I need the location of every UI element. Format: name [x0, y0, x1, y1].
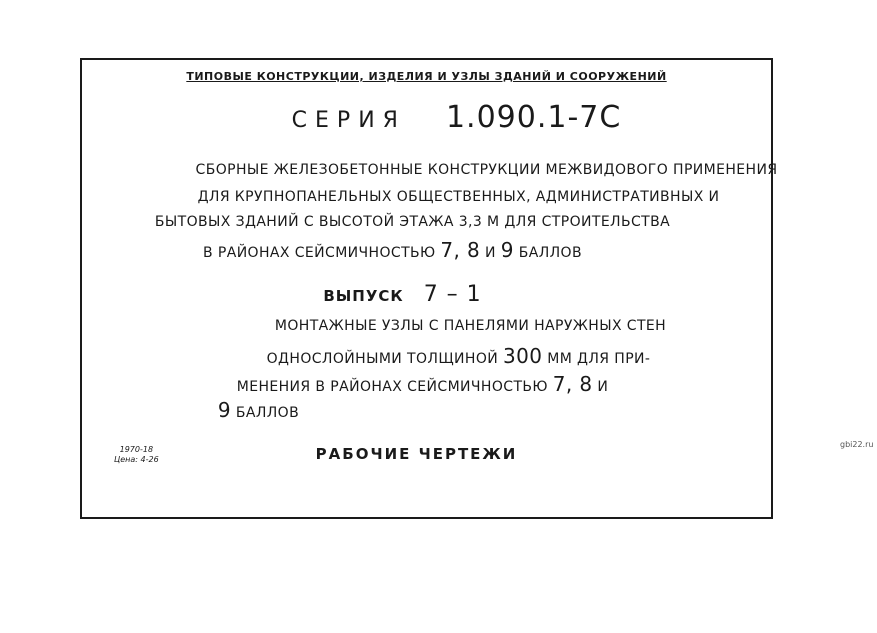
- montage-line-2-post: ММ ДЛЯ ПРИ-: [542, 351, 651, 367]
- montage-line-2-pre: ОДНОСЛОЙНЫМИ ТОЛЩИНОЙ: [266, 351, 503, 367]
- description-line-4-and: И: [480, 245, 501, 261]
- series-label: СЕРИЯ: [291, 108, 406, 133]
- price-stamp: [114, 445, 159, 465]
- series-number: 1.090.1-7С: [445, 100, 622, 135]
- montage-line-3: [0, 372, 861, 396]
- price-value: Цена: 4-26: [114, 455, 159, 464]
- montage-line-3-pre: МЕНЕНИЯ В РАЙОНАХ СЕЙСМИЧНОСТЬЮ: [236, 379, 553, 395]
- description-line-1: СБОРНЫЕ ЖЕЛЕЗОБЕТОННЫЕ КОНСТРУКЦИИ МЕЖВИДОВОГО ПРИМЕНЕНИЯ: [195, 162, 778, 178]
- description-line-4: [0, 238, 831, 262]
- source-watermark: gbi22.ru: [840, 440, 874, 449]
- description-line-3: БЫТОВЫХ ЗДАНИЙ С ВЫСОТОЙ ЭТАЖА 3,3 М ДЛЯ СТРОИТЕЛЬСТВА: [154, 214, 671, 230]
- working-drawings-title: РАБОЧИЕ ЧЕРТЕЖИ: [315, 445, 518, 463]
- montage-line-1: МОНТАЖНЫЕ УЗЛЫ С ПАНЕЛЯМИ НАРУЖНЫХ СТЕН: [274, 318, 667, 334]
- description-line-2: ДЛЯ КРУПНОПАНЕЛЬНЫХ ОБЩЕСТВЕННЫХ, АДМИНИСТРАТИВНЫХ И: [197, 189, 720, 205]
- montage-line-4: [0, 398, 697, 422]
- description-line-4-pre: В РАЙОНАХ СЕЙСМИЧНОСТЬЮ: [203, 245, 441, 261]
- issue-number: 7 – 1: [423, 282, 482, 307]
- header-title: ТИПОВЫЕ КОНСТРУКЦИИ, ИЗДЕЛИЯ И УЗЛЫ ЗДАНИЙ И СООРУЖЕНИЙ: [186, 70, 667, 83]
- seismic-value-nine: 9: [500, 238, 514, 262]
- issue-label: ВЫПУСК: [323, 287, 404, 305]
- montage-seismic-values: 7, 8: [552, 372, 593, 396]
- description-line-4-post: БАЛЛОВ: [513, 245, 582, 261]
- wall-thickness: 300: [502, 344, 543, 368]
- series-title: [110, 100, 803, 135]
- issue-title: [0, 282, 841, 307]
- price-code: 1970-18: [119, 445, 154, 454]
- montage-seismic-nine: 9: [217, 398, 231, 422]
- seismic-values: 7, 8: [440, 238, 481, 262]
- montage-line-2: [20, 344, 877, 368]
- montage-line-3-post: И: [592, 379, 609, 395]
- montage-line-4-post: БАЛЛОВ: [231, 405, 300, 421]
